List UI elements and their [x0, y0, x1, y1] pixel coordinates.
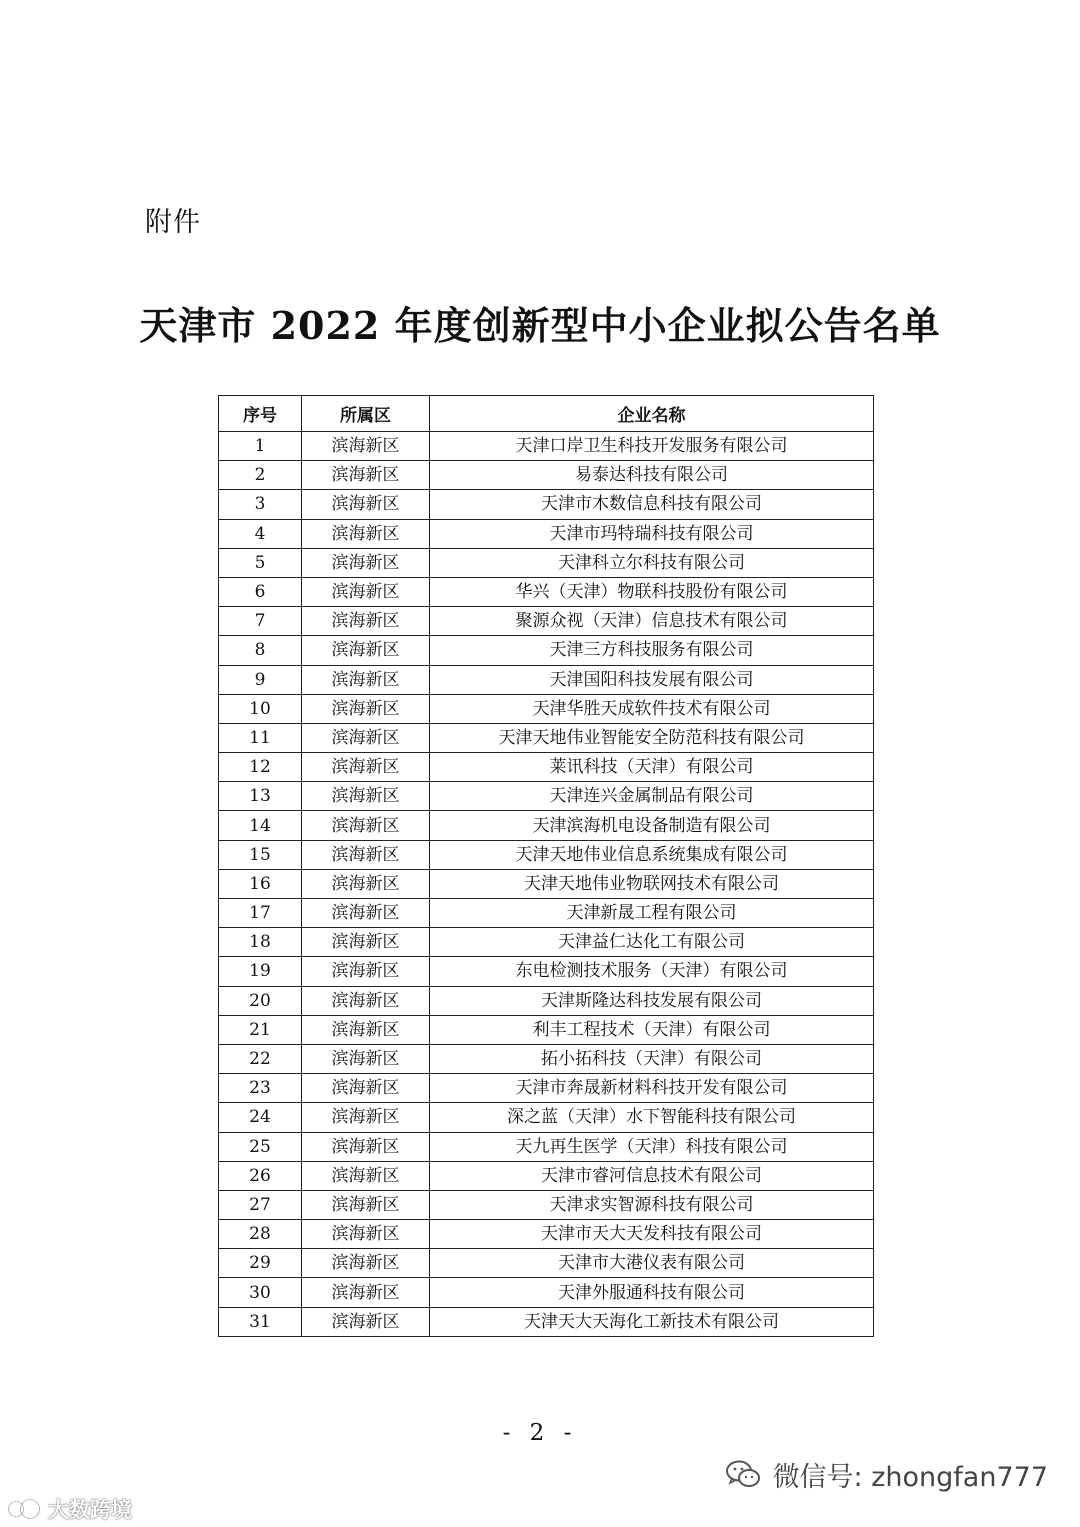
platform-watermark-text: 大数跨境	[48, 1498, 132, 1522]
cell-company-name: 聚源众视（天津）信息技术有限公司	[430, 607, 874, 636]
cell-serial-number: 24	[219, 1103, 302, 1132]
cell-company-name: 天津市木数信息科技有限公司	[430, 490, 874, 519]
table-row	[219, 1190, 874, 1219]
cell-serial-number: 2	[219, 461, 302, 490]
cell-district: 滨海新区	[302, 1015, 430, 1044]
cell-serial-number: 18	[219, 928, 302, 957]
cell-serial-number: 7	[219, 607, 302, 636]
header-district: 所属区	[302, 396, 430, 432]
table-row	[219, 723, 874, 752]
table-row	[219, 548, 874, 577]
table-row	[219, 1278, 874, 1307]
cell-serial-number: 11	[219, 723, 302, 752]
cell-serial-number: 10	[219, 694, 302, 723]
cell-company-name: 天津市玛特瑞科技有限公司	[430, 519, 874, 548]
cell-serial-number: 29	[219, 1249, 302, 1278]
cell-district: 滨海新区	[302, 986, 430, 1015]
wechat-watermark-text: 微信号: zhongfan777	[772, 1462, 1048, 1493]
cell-company-name: 深之蓝（天津）水下智能科技有限公司	[430, 1103, 874, 1132]
cell-district: 滨海新区	[302, 840, 430, 869]
table-row	[219, 636, 874, 665]
cell-serial-number: 19	[219, 957, 302, 986]
table-row	[219, 869, 874, 898]
cell-serial-number: 20	[219, 986, 302, 1015]
cell-district: 滨海新区	[302, 432, 430, 461]
table-row	[219, 607, 874, 636]
header-serial-number: 序号	[219, 396, 302, 432]
cell-serial-number: 21	[219, 1015, 302, 1044]
cell-district: 滨海新区	[302, 1161, 430, 1190]
cell-company-name: 天津新晟工程有限公司	[430, 899, 874, 928]
document-title: 天津市 2022 年度创新型中小企业拟公告名单	[139, 303, 941, 348]
platform-watermark	[8, 1494, 132, 1524]
cell-company-name: 天津天地伟业信息系统集成有限公司	[430, 840, 874, 869]
table-row	[219, 1015, 874, 1044]
cell-company-name: 天津市天大天发科技有限公司	[430, 1220, 874, 1249]
cell-district: 滨海新区	[302, 928, 430, 957]
cell-serial-number: 23	[219, 1074, 302, 1103]
table-header-row	[219, 396, 874, 432]
cell-company-name: 天津外服通科技有限公司	[430, 1278, 874, 1307]
cell-district: 滨海新区	[302, 636, 430, 665]
table-row	[219, 519, 874, 548]
cell-district: 滨海新区	[302, 957, 430, 986]
table-row	[219, 957, 874, 986]
cell-serial-number: 9	[219, 665, 302, 694]
table-row	[219, 899, 874, 928]
cell-company-name: 东电检测技术服务（天津）有限公司	[430, 957, 874, 986]
cell-serial-number: 30	[219, 1278, 302, 1307]
cell-company-name: 天津国阳科技发展有限公司	[430, 665, 874, 694]
cell-serial-number: 28	[219, 1220, 302, 1249]
cell-district: 滨海新区	[302, 1278, 430, 1307]
cell-district: 滨海新区	[302, 1103, 430, 1132]
cell-company-name: 拓小拓科技（天津）有限公司	[430, 1044, 874, 1073]
cell-company-name: 天津益仁达化工有限公司	[430, 928, 874, 957]
cell-company-name: 天津市大港仪表有限公司	[430, 1249, 874, 1278]
cell-company-name: 天津连兴金属制品有限公司	[430, 782, 874, 811]
cell-company-name: 易泰达科技有限公司	[430, 461, 874, 490]
cell-district: 滨海新区	[302, 899, 430, 928]
cell-district: 滨海新区	[302, 1074, 430, 1103]
wechat-watermark	[725, 1455, 1048, 1494]
cell-district: 滨海新区	[302, 1132, 430, 1161]
cell-district: 滨海新区	[302, 1249, 430, 1278]
cell-company-name: 天津市睿河信息技术有限公司	[430, 1161, 874, 1190]
cell-company-name: 莱讯科技（天津）有限公司	[430, 753, 874, 782]
cell-district: 滨海新区	[302, 782, 430, 811]
table-row	[219, 1044, 874, 1073]
table-row	[219, 1220, 874, 1249]
page-number: - 2 -	[502, 1420, 578, 1446]
cell-company-name: 天津天地伟业智能安全防范科技有限公司	[430, 723, 874, 752]
table-row	[219, 1307, 874, 1336]
table-body	[219, 432, 874, 1337]
table-row	[219, 1132, 874, 1161]
cell-district: 滨海新区	[302, 519, 430, 548]
table-row	[219, 694, 874, 723]
cell-serial-number: 8	[219, 636, 302, 665]
table-row	[219, 1249, 874, 1278]
cell-serial-number: 12	[219, 753, 302, 782]
cell-serial-number: 31	[219, 1307, 302, 1336]
company-list-table	[218, 395, 874, 1337]
header-company-name: 企业名称	[430, 396, 874, 432]
cell-serial-number: 25	[219, 1132, 302, 1161]
cell-district: 滨海新区	[302, 461, 430, 490]
cell-district: 滨海新区	[302, 607, 430, 636]
cell-district: 滨海新区	[302, 1220, 430, 1249]
cell-district: 滨海新区	[302, 753, 430, 782]
cell-district: 滨海新区	[302, 1044, 430, 1073]
cell-serial-number: 22	[219, 1044, 302, 1073]
cell-company-name: 天津天大天海化工新技术有限公司	[430, 1307, 874, 1336]
table-row	[219, 1103, 874, 1132]
cell-serial-number: 17	[219, 899, 302, 928]
cell-serial-number: 14	[219, 811, 302, 840]
table-row	[219, 665, 874, 694]
cell-company-name: 天津华胜天成软件技术有限公司	[430, 694, 874, 723]
cell-serial-number: 6	[219, 577, 302, 606]
cell-district: 滨海新区	[302, 811, 430, 840]
cell-district: 滨海新区	[302, 723, 430, 752]
table-row	[219, 811, 874, 840]
cell-serial-number: 4	[219, 519, 302, 548]
platform-logo-icon	[8, 1498, 42, 1520]
table-row	[219, 461, 874, 490]
cell-district: 滨海新区	[302, 1307, 430, 1336]
cell-company-name: 天津滨海机电设备制造有限公司	[430, 811, 874, 840]
table-row	[219, 1074, 874, 1103]
cell-district: 滨海新区	[302, 869, 430, 898]
table-row	[219, 577, 874, 606]
cell-serial-number: 1	[219, 432, 302, 461]
table-row	[219, 432, 874, 461]
cell-company-name: 天津三方科技服务有限公司	[430, 636, 874, 665]
cell-district: 滨海新区	[302, 548, 430, 577]
cell-company-name: 天津求实智源科技有限公司	[430, 1190, 874, 1219]
cell-company-name: 利丰工程技术（天津）有限公司	[430, 1015, 874, 1044]
cell-company-name: 天津口岸卫生科技开发服务有限公司	[430, 432, 874, 461]
table-row	[219, 490, 874, 519]
table-row	[219, 753, 874, 782]
table-row	[219, 840, 874, 869]
cell-district: 滨海新区	[302, 665, 430, 694]
cell-company-name: 天津天地伟业物联网技术有限公司	[430, 869, 874, 898]
cell-serial-number: 27	[219, 1190, 302, 1219]
cell-serial-number: 26	[219, 1161, 302, 1190]
cell-serial-number: 15	[219, 840, 302, 869]
table-row	[219, 986, 874, 1015]
wechat-icon	[725, 1459, 763, 1491]
cell-district: 滨海新区	[302, 577, 430, 606]
cell-serial-number: 5	[219, 548, 302, 577]
cell-serial-number: 3	[219, 490, 302, 519]
attachment-label: 附件	[145, 207, 201, 238]
table-row	[219, 928, 874, 957]
cell-company-name: 天津市奔晟新材料科技开发有限公司	[430, 1074, 874, 1103]
cell-district: 滨海新区	[302, 490, 430, 519]
cell-district: 滨海新区	[302, 1190, 430, 1219]
cell-serial-number: 13	[219, 782, 302, 811]
cell-company-name: 华兴（天津）物联科技股份有限公司	[430, 577, 874, 606]
cell-company-name: 天津斯隆达科技发展有限公司	[430, 986, 874, 1015]
cell-company-name: 天九再生医学（天津）科技有限公司	[430, 1132, 874, 1161]
table-row	[219, 782, 874, 811]
cell-district: 滨海新区	[302, 694, 430, 723]
cell-serial-number: 16	[219, 869, 302, 898]
table-row	[219, 1161, 874, 1190]
cell-company-name: 天津科立尔科技有限公司	[430, 548, 874, 577]
